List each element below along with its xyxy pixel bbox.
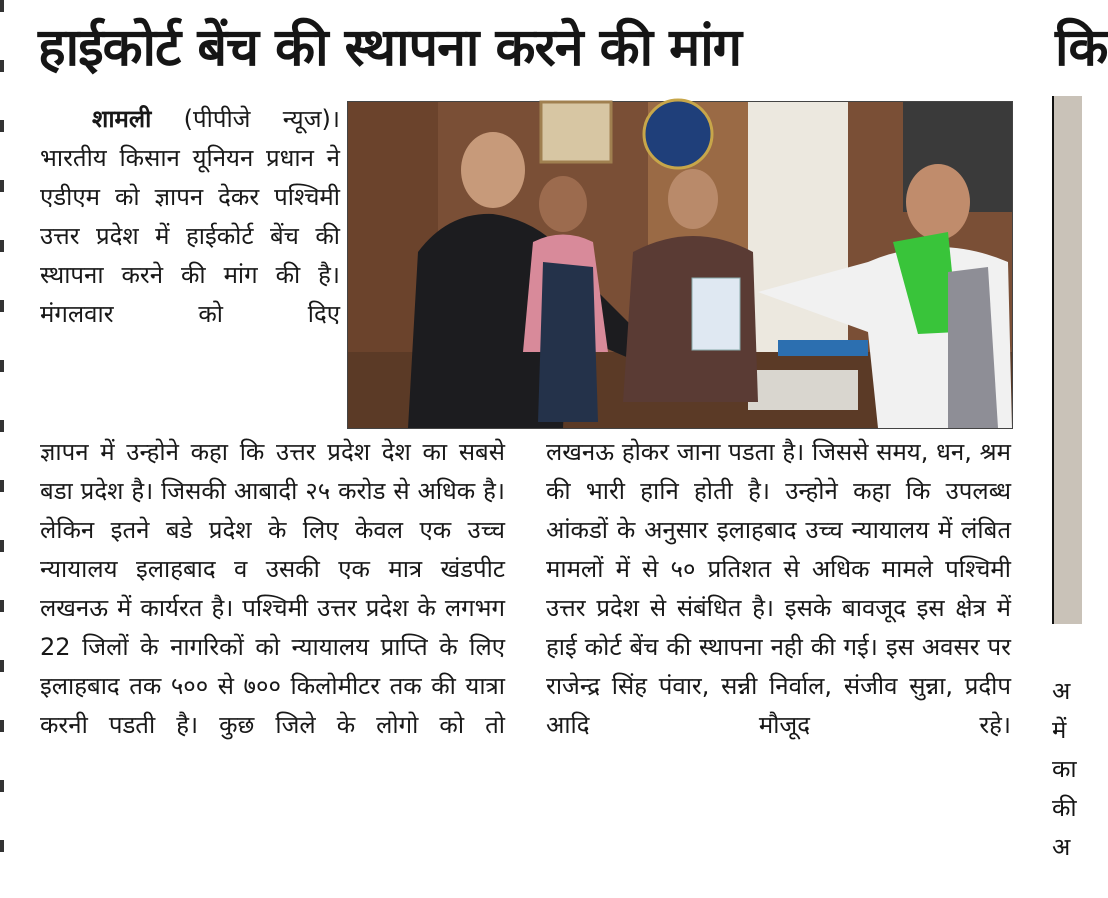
side-line: अ: [1052, 677, 1071, 705]
dateline: शामली: [92, 105, 152, 133]
side-line: में: [1052, 716, 1067, 744]
adjacent-article-photo-fragment: [1052, 96, 1082, 624]
article-column-left: ज्ञापन में उन्होने कहा कि उत्तर प्रदेश देश का सबसे बडा प्रदेश है। जिसकी आबादी २५ करोड से अधिक है। लेकिन इतने बडे प्रदेश के लिए केवल एक उच्च न्यायालय इलाहबाद व उसकी एक मात्र खंडपीट लखनऊ में कार्यरत है। पश्चिमी उत्तर प्रदेश के लगभग 22 जिलों के नागरिकों को न्यायालय प्राप्ति के लिए इलाहबाद तक ५०० से ७०० किलोमीटर तक की यात्रा करनी पडती है। कुछ जिले के लोगो को तो: [40, 438, 505, 739]
side-line: अ: [1052, 833, 1071, 861]
next-article-headline-fragment: कि: [1055, 18, 1108, 78]
news-photo: [347, 101, 1013, 429]
side-line: का: [1052, 755, 1077, 783]
article-headline: हाईकोर्ट बेंच की स्थापना करने की मांग: [38, 18, 742, 78]
intro-text: (पीपीजे न्यूज)। भारतीय किसान यूनियन प्रधान ने एडीएम को ज्ञापन देकर पश्चिमी उत्तर प्रदेश में हाईकोर्ट बेंच की स्थापना करने की मांग की है। मंगलवार को दिए: [40, 105, 340, 328]
article-intro: [40, 100, 340, 430]
page-edge-marks: [0, 0, 4, 898]
article-column-right: लखनऊ होकर जाना पडता है। जिससे समय, धन, श्रम की भारी हानि होती है। उन्होने कहा कि उपलब्ध आंकडों के अनुसार इलाहबाद उच्च न्यायालय में लंबित मामलों में से ५० प्रतिशत से अधिक मामले पश्चिमी उत्तर प्रदेश से संबंधित है। इसके बावजूद इस क्षेत्र में हाई कोर्ट बेंच की स्थापना नही की गई। इस अवसर पर राजेन्द्र सिंह पंवार, सन्नी निर्वाल, संजीव सुन्ना, प्रदीप आदि मौजूद रहे।: [546, 438, 1011, 739]
adjacent-article-text-fragment: [1052, 672, 1092, 867]
side-line: की: [1052, 794, 1077, 822]
